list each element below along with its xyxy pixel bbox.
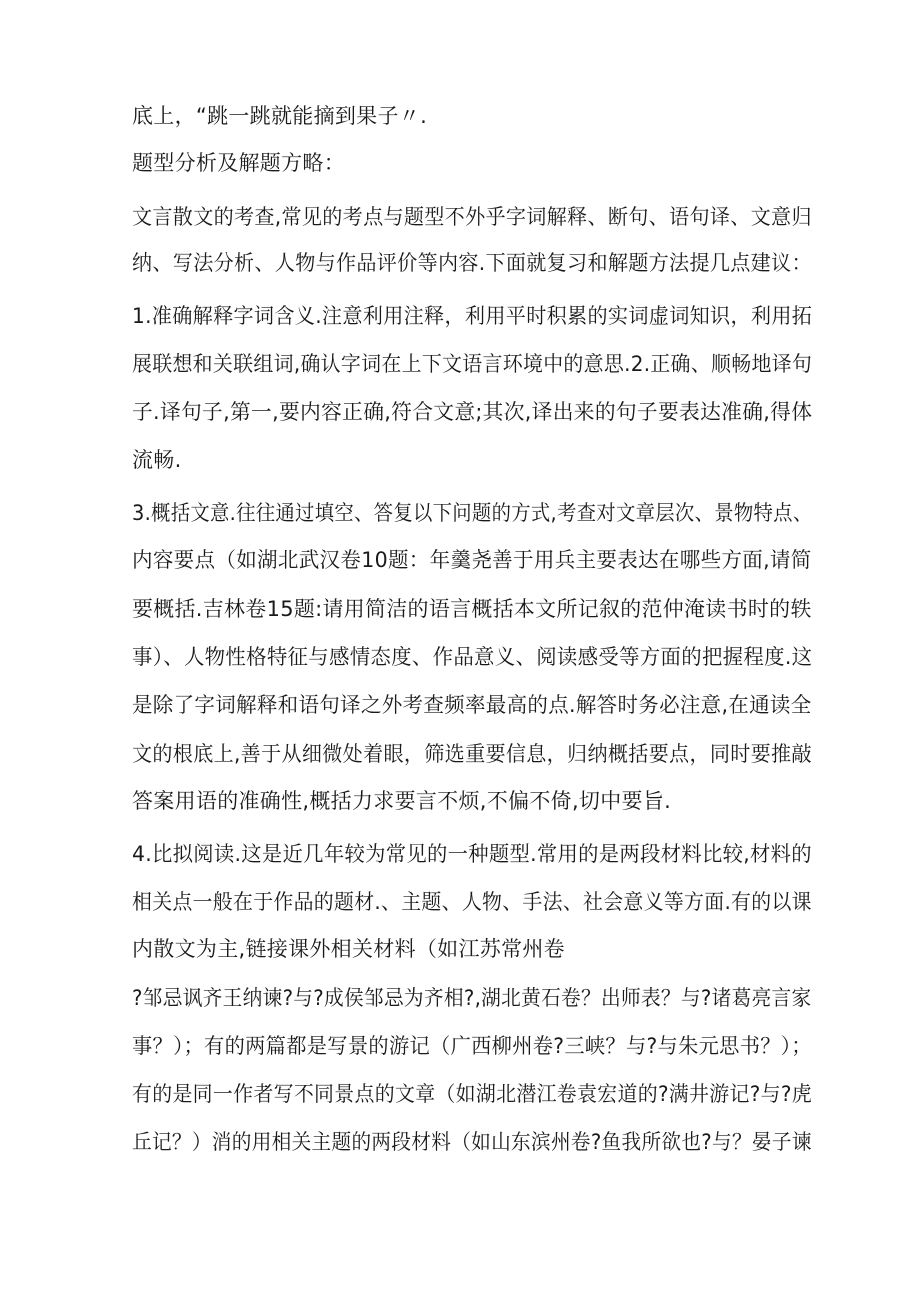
text-line: 纳、写法分析、人物与作品评价等内容.下面就复习和解题方法提几点建议： [132, 251, 812, 275]
section-heading: 题型分析及解题方略： [132, 151, 345, 175]
text-line: 内容要点（如湖北武汉卷10题：年羹尧善于用兵主要表达在哪些方面,请简 [132, 548, 812, 572]
text-line: 要概括.吉林卷15题:请用简洁的语言概括本文所记叙的范仲淹读书时的轶 [132, 597, 812, 621]
text-line: 文的根底上,善于从细微处着眼，筛选重要信息，归纳概括要点，同时要推敲 [132, 742, 812, 766]
text-line: 丘记？）消的用相关主题的两段材料（如山东滨州卷?鱼我所欲也?与？晏子谏 [132, 1130, 812, 1154]
text-line: 内散文为主,链接课外相关材料（如江苏常州卷 [132, 937, 565, 961]
text-line: 展联想和关联组词,确认字词在上下文语言环境中的意思.2.正确、顺畅地译句 [132, 352, 813, 376]
text-line: 相关点一般在于作品的题材.、主题、人物、手法、社会意义等方面.有的以课 [132, 890, 812, 914]
text-line: 底上，“跳一跳就能摘到果子〃. [132, 104, 428, 128]
text-line: 4.比拟阅读.这是近几年较为常见的一种题型.常用的是两段材料比较,材料的 [132, 842, 812, 866]
text-line: 3.概括文意.往往通过填空、答复以下问题的方式,考查对文章层次、景物特点、 [132, 501, 813, 525]
text-line: 有的是同一作者写不同景点的文章（如湖北潜江卷袁宏道的?满井游记?与?虎 [132, 1082, 812, 1106]
text-line: 子.译句子,第一,要内容正确,符合文意;其次,译出来的句子要表达准确,得体 [132, 400, 813, 424]
text-line: 事）、人物性格特征与感情态度、作品意义、阅读感受等方面的把握程度.这 [132, 645, 813, 669]
text-line: 答案用语的准确性,概括力求要言不烦,不偏不倚,切中要旨. [132, 789, 672, 813]
text-line: 事？）；有的两篇都是写景的游记（广西柳州卷?三峡？与?与朱元思书？）； [132, 1034, 812, 1058]
text-line: 1.准确解释字词含义.注意利用注释，利用平时积累的实词虚词知识，利用拓 [132, 304, 813, 328]
text-line: 流畅. [132, 448, 182, 472]
text-line: ?邹忌讽齐王纳谏?与?成侯邹忌为齐相?,湖北黄石卷？出师表？与?诸葛亮言家 [132, 986, 812, 1010]
text-line: 是除了字词解释和语句译之外考查频率最高的点.解答时务必注意,在通读全 [132, 693, 812, 717]
text-line: 文言散文的考查,常见的考点与题型不外乎字词解释、断句、语句译、文意归 [132, 205, 812, 229]
